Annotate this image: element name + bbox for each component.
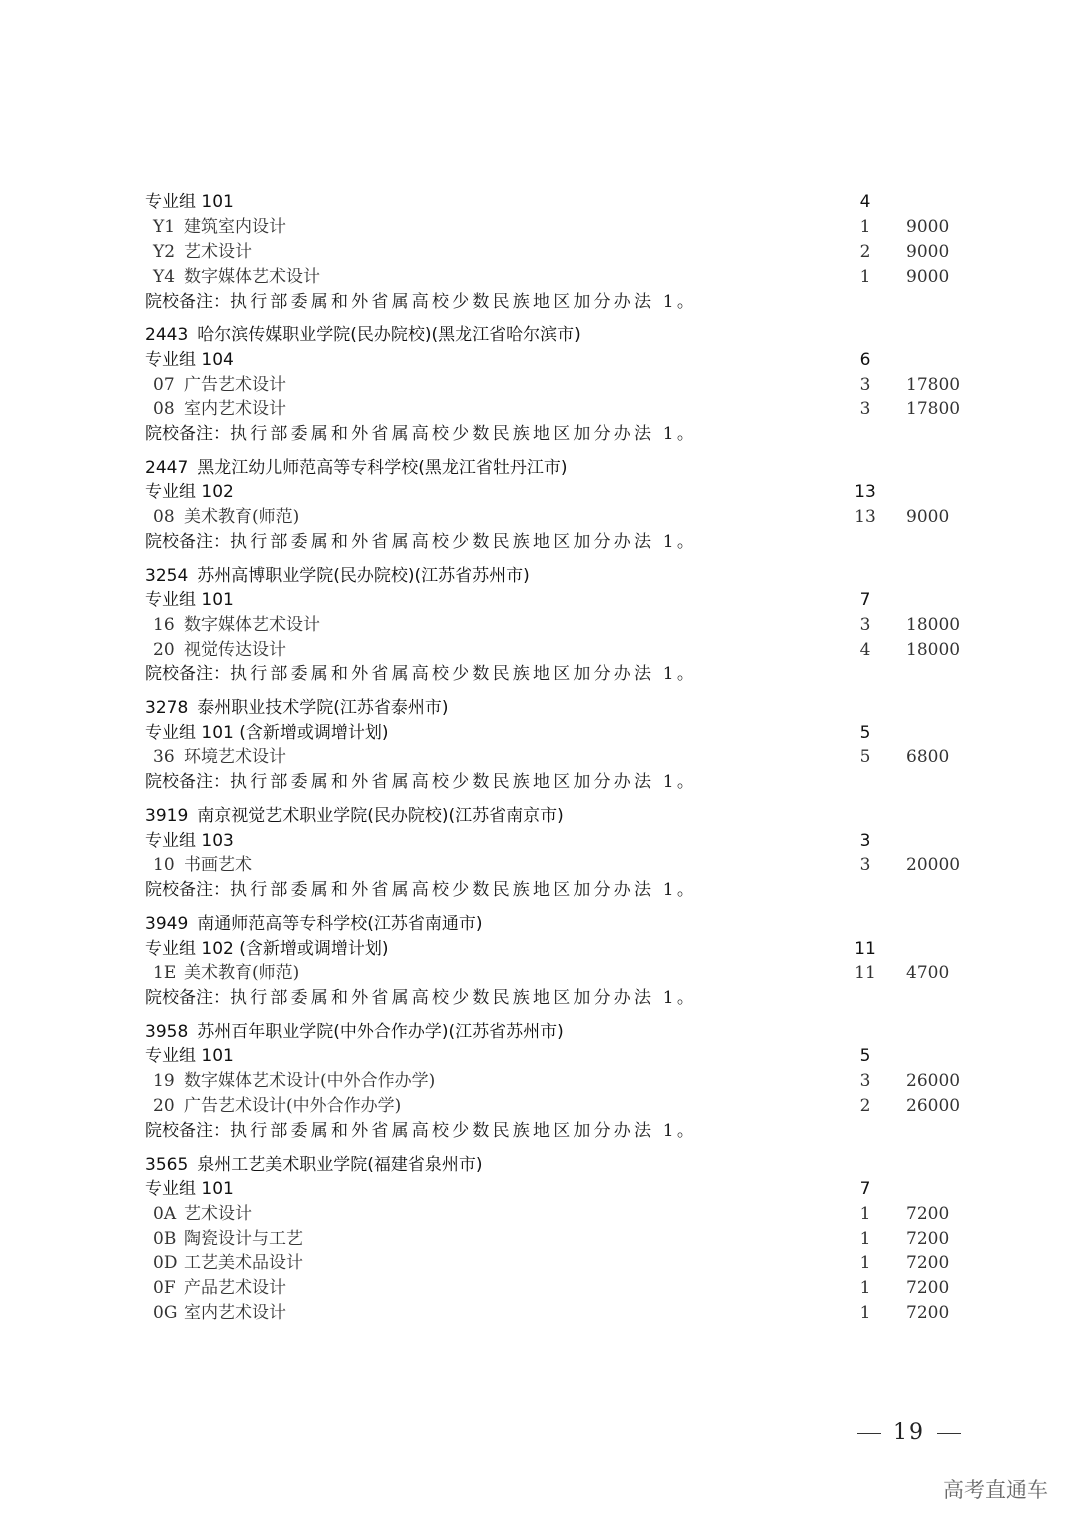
major-code: 20	[153, 640, 175, 660]
major-name: 数字媒体艺术设计(中外合作办学)	[184, 1071, 436, 1091]
group-count: 13	[854, 482, 876, 502]
major-count: 1	[859, 1253, 871, 1273]
major-fee: 26000	[906, 1071, 961, 1091]
group-label: 专业组 103	[145, 831, 234, 851]
dash-left	[857, 1433, 881, 1434]
major-name: 室内艺术设计	[184, 1303, 286, 1323]
group-count: 5	[859, 723, 871, 743]
school-header	[0, 564, 1080, 589]
major-code: 36	[153, 747, 175, 767]
major-count: 3	[859, 855, 871, 875]
major-count: 1	[859, 217, 871, 237]
group-label: 专业组 101	[145, 192, 234, 212]
group-count: 4	[859, 192, 871, 212]
note-text: 执行部委属和外省属高校少数民族地区加分办法 1。	[230, 532, 698, 552]
group-label: 专业组 102 (含新增或调增计划)	[145, 939, 389, 959]
major-fee: 17800	[906, 399, 961, 419]
note-label: 院校备注：	[145, 880, 230, 900]
school-name: 苏州百年职业学院(中外合作办学)(江苏省苏州市)	[197, 1022, 564, 1042]
major-count: 1	[859, 267, 871, 287]
major-code: 0A	[153, 1204, 177, 1224]
group-label: 专业组 101	[145, 590, 234, 610]
major-row	[0, 961, 1080, 986]
major-row	[0, 638, 1080, 663]
page-number-value: 19	[893, 1420, 925, 1445]
note-text: 执行部委属和外省属高校少数民族地区加分办法 1。	[230, 1121, 698, 1141]
school-code: 3949	[145, 914, 189, 934]
school-code: 3958	[145, 1022, 189, 1042]
school-name: 哈尔滨传媒职业学院(民办院校)(黑龙江省哈尔滨市)	[197, 325, 581, 345]
major-code: Y2	[153, 242, 176, 262]
group-header	[0, 480, 1080, 505]
major-count: 3	[859, 615, 871, 635]
major-code: 1E	[153, 963, 177, 983]
major-row	[0, 1251, 1080, 1276]
major-code: 08	[153, 507, 175, 527]
major-name: 艺术设计	[184, 242, 252, 262]
school-note	[0, 422, 1080, 447]
school-code: 3254	[145, 566, 189, 586]
major-name: 艺术设计	[184, 1204, 252, 1224]
major-code: Y1	[153, 217, 176, 237]
major-name: 视觉传达设计	[184, 640, 286, 660]
group-label: 专业组 101	[145, 1046, 234, 1066]
major-fee: 26000	[906, 1096, 961, 1116]
major-name: 书画艺术	[184, 855, 252, 875]
watermark: 高考直通车	[943, 1478, 1048, 1502]
school-header	[0, 1153, 1080, 1178]
major-fee: 7200	[906, 1303, 950, 1323]
note-text: 执行部委属和外省属高校少数民族地区加分办法 1。	[230, 292, 698, 312]
major-row	[0, 1069, 1080, 1094]
group-count: 3	[859, 831, 871, 851]
group-header	[0, 588, 1080, 613]
major-row	[0, 1301, 1080, 1326]
major-name: 工艺美术品设计	[184, 1253, 303, 1273]
group-label: 专业组 101	[145, 1179, 234, 1199]
group-count: 7	[859, 1179, 871, 1199]
group-label: 专业组 102	[145, 482, 234, 502]
major-fee: 18000	[906, 615, 961, 635]
major-count: 5	[859, 747, 871, 767]
school-name: 南京视觉艺术职业学院(民办院校)(江苏省南京市)	[197, 806, 564, 826]
school-name: 苏州高博职业学院(民办院校)(江苏省苏州市)	[197, 566, 530, 586]
school-code: 2443	[145, 325, 189, 345]
major-fee: 7200	[906, 1229, 950, 1249]
note-label: 院校备注：	[145, 292, 230, 312]
school-name: 南通师范高等专科学校(江苏省南通市)	[197, 914, 483, 934]
major-name: 产品艺术设计	[184, 1278, 286, 1298]
major-name: 广告艺术设计(中外合作办学)	[184, 1096, 402, 1116]
major-fee: 7200	[906, 1253, 950, 1273]
note-label: 院校备注：	[145, 1121, 230, 1141]
major-fee: 9000	[906, 217, 950, 237]
major-row	[0, 1276, 1080, 1301]
note-label: 院校备注：	[145, 532, 230, 552]
school-header	[0, 323, 1080, 348]
group-header	[0, 348, 1080, 373]
major-code: 10	[153, 855, 175, 875]
major-name: 美术教育(师范)	[184, 507, 300, 527]
major-code: 08	[153, 399, 175, 419]
group-header	[0, 721, 1080, 746]
school-header	[0, 696, 1080, 721]
major-name: 建筑室内设计	[184, 217, 286, 237]
major-count: 1	[859, 1303, 871, 1323]
major-count: 11	[854, 963, 876, 983]
major-fee: 17800	[906, 375, 961, 395]
group-label: 专业组 101 (含新增或调增计划)	[145, 723, 389, 743]
major-code: Y4	[153, 267, 176, 287]
major-count: 1	[859, 1229, 871, 1249]
group-count: 6	[859, 350, 871, 370]
major-name: 数字媒体艺术设计	[184, 267, 320, 287]
school-note	[0, 530, 1080, 555]
major-row	[0, 1094, 1080, 1119]
major-name: 美术教育(师范)	[184, 963, 300, 983]
group-label: 专业组 104	[145, 350, 234, 370]
major-code: 19	[153, 1071, 175, 1091]
major-code: 0B	[153, 1229, 177, 1249]
major-fee: 7200	[906, 1278, 950, 1298]
major-row	[0, 853, 1080, 878]
major-count: 2	[859, 242, 871, 262]
school-code: 2447	[145, 458, 189, 478]
group-header	[0, 829, 1080, 854]
major-name: 环境艺术设计	[184, 747, 286, 767]
major-name: 陶瓷设计与工艺	[184, 1229, 303, 1249]
major-name: 数字媒体艺术设计	[184, 615, 320, 635]
major-row	[0, 265, 1080, 290]
major-fee: 4700	[906, 963, 950, 983]
major-row	[0, 240, 1080, 265]
school-header	[0, 456, 1080, 481]
school-name: 泉州工艺美术职业学院(福建省泉州市)	[197, 1155, 483, 1175]
school-note	[0, 290, 1080, 315]
major-code: 16	[153, 615, 175, 635]
major-fee: 9000	[906, 242, 950, 262]
group-count: 5	[859, 1046, 871, 1066]
major-code: 0F	[153, 1278, 176, 1298]
major-name: 广告艺术设计	[184, 375, 286, 395]
major-row	[0, 1202, 1080, 1227]
major-code: 07	[153, 375, 175, 395]
school-header	[0, 1020, 1080, 1045]
page-number	[845, 1420, 973, 1445]
note-text: 执行部委属和外省属高校少数民族地区加分办法 1。	[230, 424, 698, 444]
major-row	[0, 745, 1080, 770]
major-fee: 6800	[906, 747, 950, 767]
group-count: 7	[859, 590, 871, 610]
school-note	[0, 878, 1080, 903]
school-header	[0, 912, 1080, 937]
major-fee: 9000	[906, 507, 950, 527]
major-row	[0, 373, 1080, 398]
major-count: 4	[859, 640, 871, 660]
major-row	[0, 1227, 1080, 1252]
major-code: 0D	[153, 1253, 178, 1273]
major-count: 13	[854, 507, 876, 527]
dash-right	[937, 1433, 961, 1434]
major-code: 0G	[153, 1303, 178, 1323]
major-count: 1	[859, 1204, 871, 1224]
school-note	[0, 986, 1080, 1011]
group-header	[0, 937, 1080, 962]
note-text: 执行部委属和外省属高校少数民族地区加分办法 1。	[230, 988, 698, 1008]
note-text: 执行部委属和外省属高校少数民族地区加分办法 1。	[230, 880, 698, 900]
note-label: 院校备注：	[145, 664, 230, 684]
major-name: 室内艺术设计	[184, 399, 286, 419]
major-row	[0, 397, 1080, 422]
group-count: 11	[854, 939, 876, 959]
school-note	[0, 662, 1080, 687]
school-code: 3565	[145, 1155, 189, 1175]
major-fee: 7200	[906, 1204, 950, 1224]
major-code: 20	[153, 1096, 175, 1116]
major-row	[0, 215, 1080, 240]
note-text: 执行部委属和外省属高校少数民族地区加分办法 1。	[230, 772, 698, 792]
school-code: 3278	[145, 698, 189, 718]
major-count: 2	[859, 1096, 871, 1116]
major-count: 3	[859, 375, 871, 395]
major-count: 3	[859, 1071, 871, 1091]
major-count: 3	[859, 399, 871, 419]
school-name: 泰州职业技术学院(江苏省泰州市)	[197, 698, 449, 718]
major-fee: 18000	[906, 640, 961, 660]
note-label: 院校备注：	[145, 772, 230, 792]
school-note	[0, 770, 1080, 795]
school-code: 3919	[145, 806, 189, 826]
school-note	[0, 1119, 1080, 1144]
school-name: 黑龙江幼儿师范高等专科学校(黑龙江省牡丹江市)	[197, 458, 568, 478]
note-label: 院校备注：	[145, 988, 230, 1008]
major-fee: 20000	[906, 855, 961, 875]
major-count: 1	[859, 1278, 871, 1298]
major-fee: 9000	[906, 267, 950, 287]
note-label: 院校备注：	[145, 424, 230, 444]
note-text: 执行部委属和外省属高校少数民族地区加分办法 1。	[230, 664, 698, 684]
group-header	[0, 190, 1080, 215]
school-header	[0, 804, 1080, 829]
group-header	[0, 1044, 1080, 1069]
major-row	[0, 505, 1080, 530]
group-header	[0, 1177, 1080, 1202]
major-row	[0, 613, 1080, 638]
